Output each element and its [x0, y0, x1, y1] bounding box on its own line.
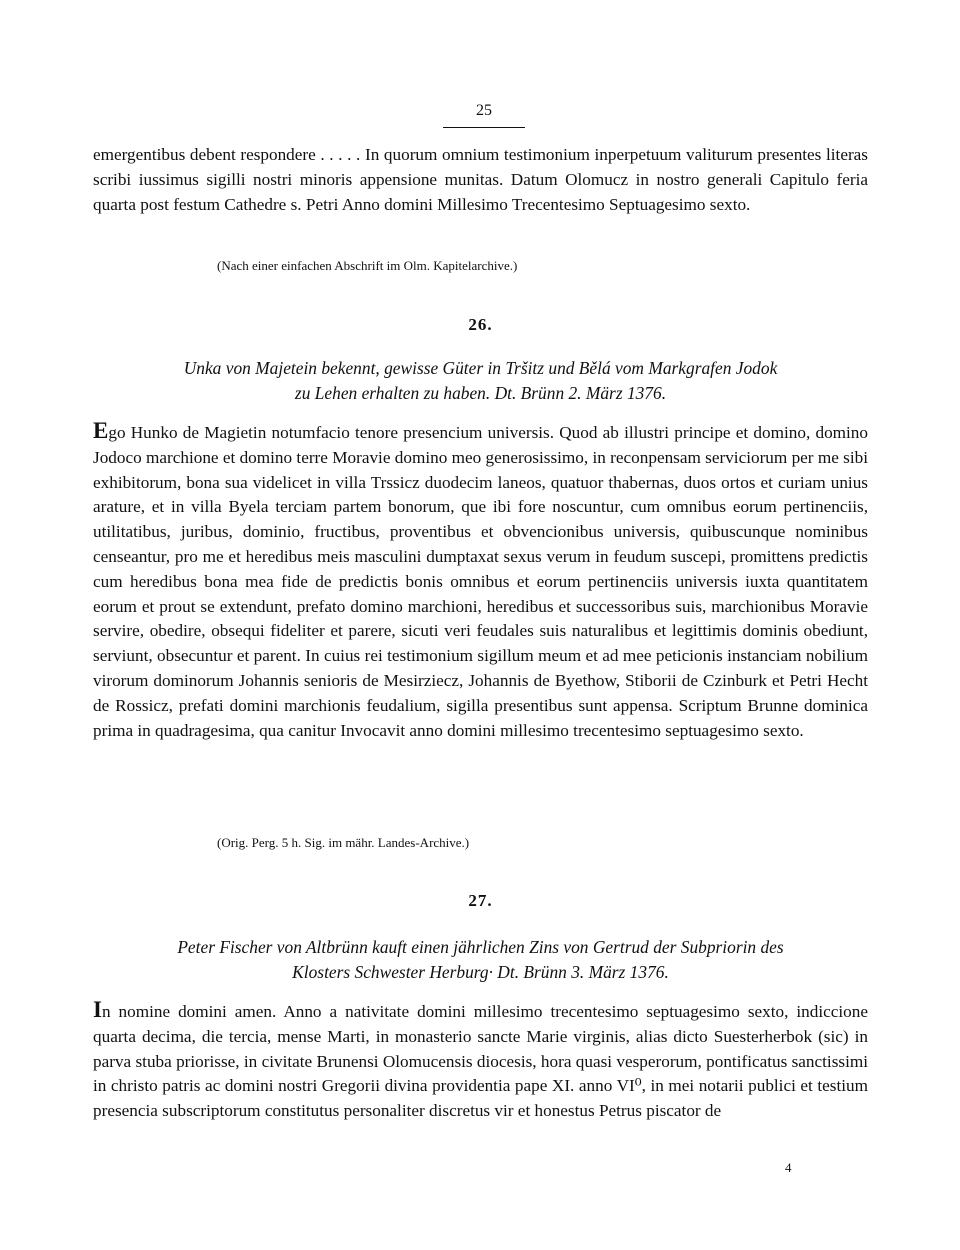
document-26-source-note: (Orig. Perg. 5 h. Sig. im mähr. Landes-Archive.) [217, 835, 470, 850]
document-27-heading-line1: Peter Fischer von Altbrünn kauft einen jährlichen Zins von Gertrud der Subpriorin des [177, 937, 784, 957]
document-26-heading [93, 356, 868, 406]
document-26-body: go Hunko de Magietin notumfacio tenore presencium universis. Quod ab illustri principe et domino, domino Jodoco marchione et domino terre Moravie domino meo generosissimo, in reconpensam serviciorum per me sibi exhibitorum, bona sua videlicet in villa Trssicz duodecim laneos, quatuor thabernas, duos ortos et curiam unius arature, et in villa Byela terciam partem bonorum, que ibi fore noscuntur, cum omnibus eorum pertinenciis, utilitatibus, juribus, dominio, fructibus, proventibus et obvencionibus universis, quibuscunque nominibus censeantur, pro me et heredibus meis masculini dumptaxat sexus verum in feudum suscepi, promittens predictis cum heredibus bona mea fide de predictis bonis omnibus et eorum pertinenciis universis iuxta quantitatem eorum et prout se extendunt, prefato domino marchioni, heredibus et successoribus suis, marchionibus Moravie servire, obedire, obsequi fideliter et parere, sicuti veri feudales suis naturalibus et legittimis dominis obediunt, serviunt, obsecuntur et parent. In cuius rei testimonium sigillum meum et ad mee peticionis instanciam nobilium virorum dominorum Johannis senioris de Mesirziecz, Johannis de Byethow, Stiborii de Czinburk et Petri Hecht de Rossicz, prefati domini marchionis feudalium, sigilla presentibus sunt appensa. Scriptum Brunne dominica prima in quadragesima, qua canitur Invocavit anno domini millesimo trecentesimo septuagesimo sexto. [93, 423, 868, 740]
document-27-heading-line2: Klosters Schwester Herburg· Dt. Brünn 3. März 1376. [292, 962, 669, 982]
document-26-text [93, 418, 868, 743]
document-page [93, 0, 868, 1250]
document-27-initial: I [93, 997, 102, 1022]
document-27-body: n nomine domini amen. Anno a nativitate domini millesimo trecentesimo septuagesimo sexto, indiccione quarta decima, die tercia, mense Marti, in monasterio sancte Marie virginis, alias dicto Suesterherbok (sic) in parva stuba priorisse, in civitate Brunensi Olomucensis diocesis, hora quasi vesperorum, pontificatus sanctissimi in christo patris ac domini nostri Gregorii divina providentia pape XI. anno VI⁰, in mei notarii publici et testium presencia subscriptorum constitutus personaliter discretus vir et honestus Petrus piscator de [93, 1002, 868, 1121]
intro-source-note: (Nach einer einfachen Abschrift im Olm. Kapitelarchive.) [217, 258, 518, 273]
intro-paragraph: emergentibus debent respondere . . . . . In quorum omnium testimonium inperpetuum valiturum presentes literas scribi iussimus sigilli nostri minoris appensione munitas. Datum Olomucz in nostro generali Capitulo feria quarta post festum Cathedre s. Petri Anno domini Millesimo Trecentesimo Septuagesimo sexto. [93, 145, 868, 214]
document-27-heading [93, 935, 868, 985]
page-number: 25 [476, 102, 492, 119]
document-27-number: 27. [468, 891, 493, 910]
page-number-rule [443, 127, 525, 128]
document-26-heading-line2: zu Lehen erhalten zu haben. Dt. Brünn 2. März 1376. [294, 383, 667, 403]
document-26-initial: E [93, 418, 109, 443]
document-26-heading-line1: Unka von Majetein bekennt, gewisse Güter in Tršitz und Bělá vom Markgrafen Jodok [183, 358, 778, 378]
document-27-text [93, 997, 868, 1124]
signature-mark: 4 [785, 1160, 792, 1175]
document-26-number: 26. [468, 315, 493, 334]
